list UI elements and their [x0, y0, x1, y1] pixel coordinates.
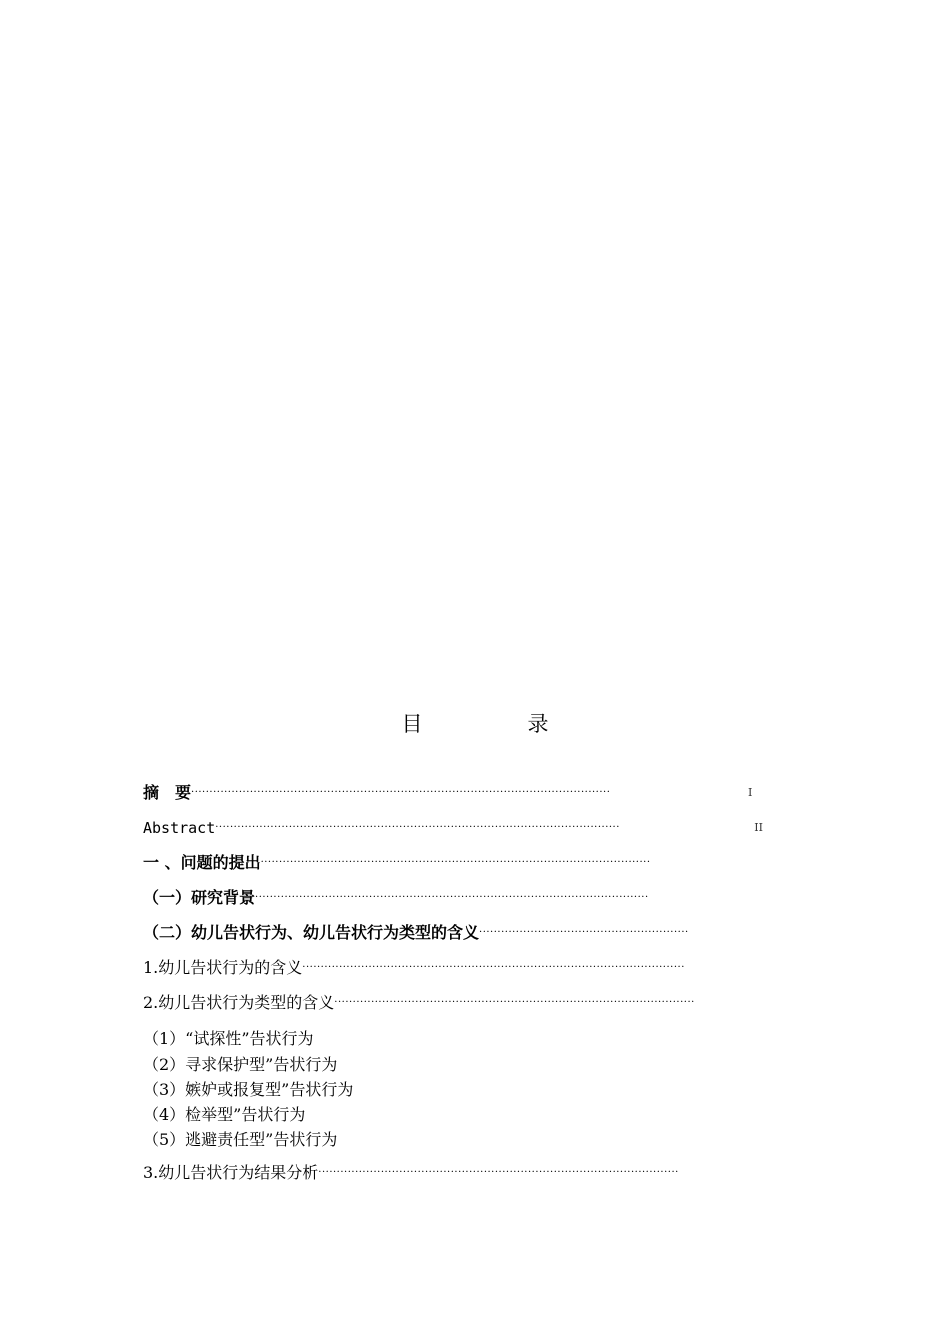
- toc-leader-dots: ··································································································: [334, 997, 695, 1008]
- toc-entry-section-1[interactable]: [143, 851, 729, 875]
- toc-entry-abstract-cn[interactable]: [143, 781, 752, 805]
- toc-entry-section-1-1[interactable]: [143, 886, 743, 910]
- toc-entry-item-3[interactable]: [143, 1161, 736, 1185]
- toc-leader-dots: ··············································································································: [215, 822, 620, 833]
- toc-entry-label: 一 、问题的提出: [143, 853, 261, 872]
- toc-entry-label: 3.幼儿告状行为结果分析: [143, 1163, 319, 1182]
- toc-entry-label: 摘 要: [143, 783, 192, 802]
- toc-entry-label: （一）研究背景: [143, 888, 256, 907]
- toc-leader-dots: ··················································································································: [191, 787, 611, 798]
- toc-entry-section-1-2[interactable]: [143, 921, 697, 945]
- toc-subitem[interactable]: （1）“试探性”告状行为: [143, 1029, 314, 1048]
- toc-leader-dots: ·························································: [479, 927, 689, 938]
- toc-entry-item-2[interactable]: [143, 991, 736, 1015]
- toc-title: 目 录: [401, 712, 591, 736]
- toc-leader-dots: ··········································································································: [260, 857, 651, 868]
- toc-leader-dots: ········································································································: [302, 962, 685, 973]
- toc-entry-label: （二）幼儿告状行为、幼儿告状行为类型的含义: [143, 923, 480, 942]
- toc-subitem[interactable]: （4）检举型”告状行为: [143, 1105, 306, 1124]
- toc-subitem[interactable]: （5）逃避责任型”告状行为: [143, 1130, 338, 1149]
- toc-subitem[interactable]: （3）嫉妒或报复型”告状行为: [143, 1080, 354, 1099]
- toc-subitem[interactable]: （2）寻求保护型”告状行为: [143, 1055, 338, 1074]
- toc-page-number: I: [748, 786, 753, 799]
- toc-page-number: II: [754, 821, 763, 834]
- toc-entry-label: 2.幼儿告状行为类型的含义: [143, 993, 335, 1012]
- toc-entry-label: Abstract: [143, 819, 216, 837]
- toc-entry-item-1[interactable]: [143, 956, 737, 980]
- toc-entry-abstract-en[interactable]: [143, 816, 763, 840]
- toc-leader-dots: ··································································································: [318, 1167, 679, 1178]
- toc-entry-label: 1.幼儿告状行为的含义: [143, 958, 303, 977]
- toc-leader-dots: ···········································································································: [255, 892, 649, 903]
